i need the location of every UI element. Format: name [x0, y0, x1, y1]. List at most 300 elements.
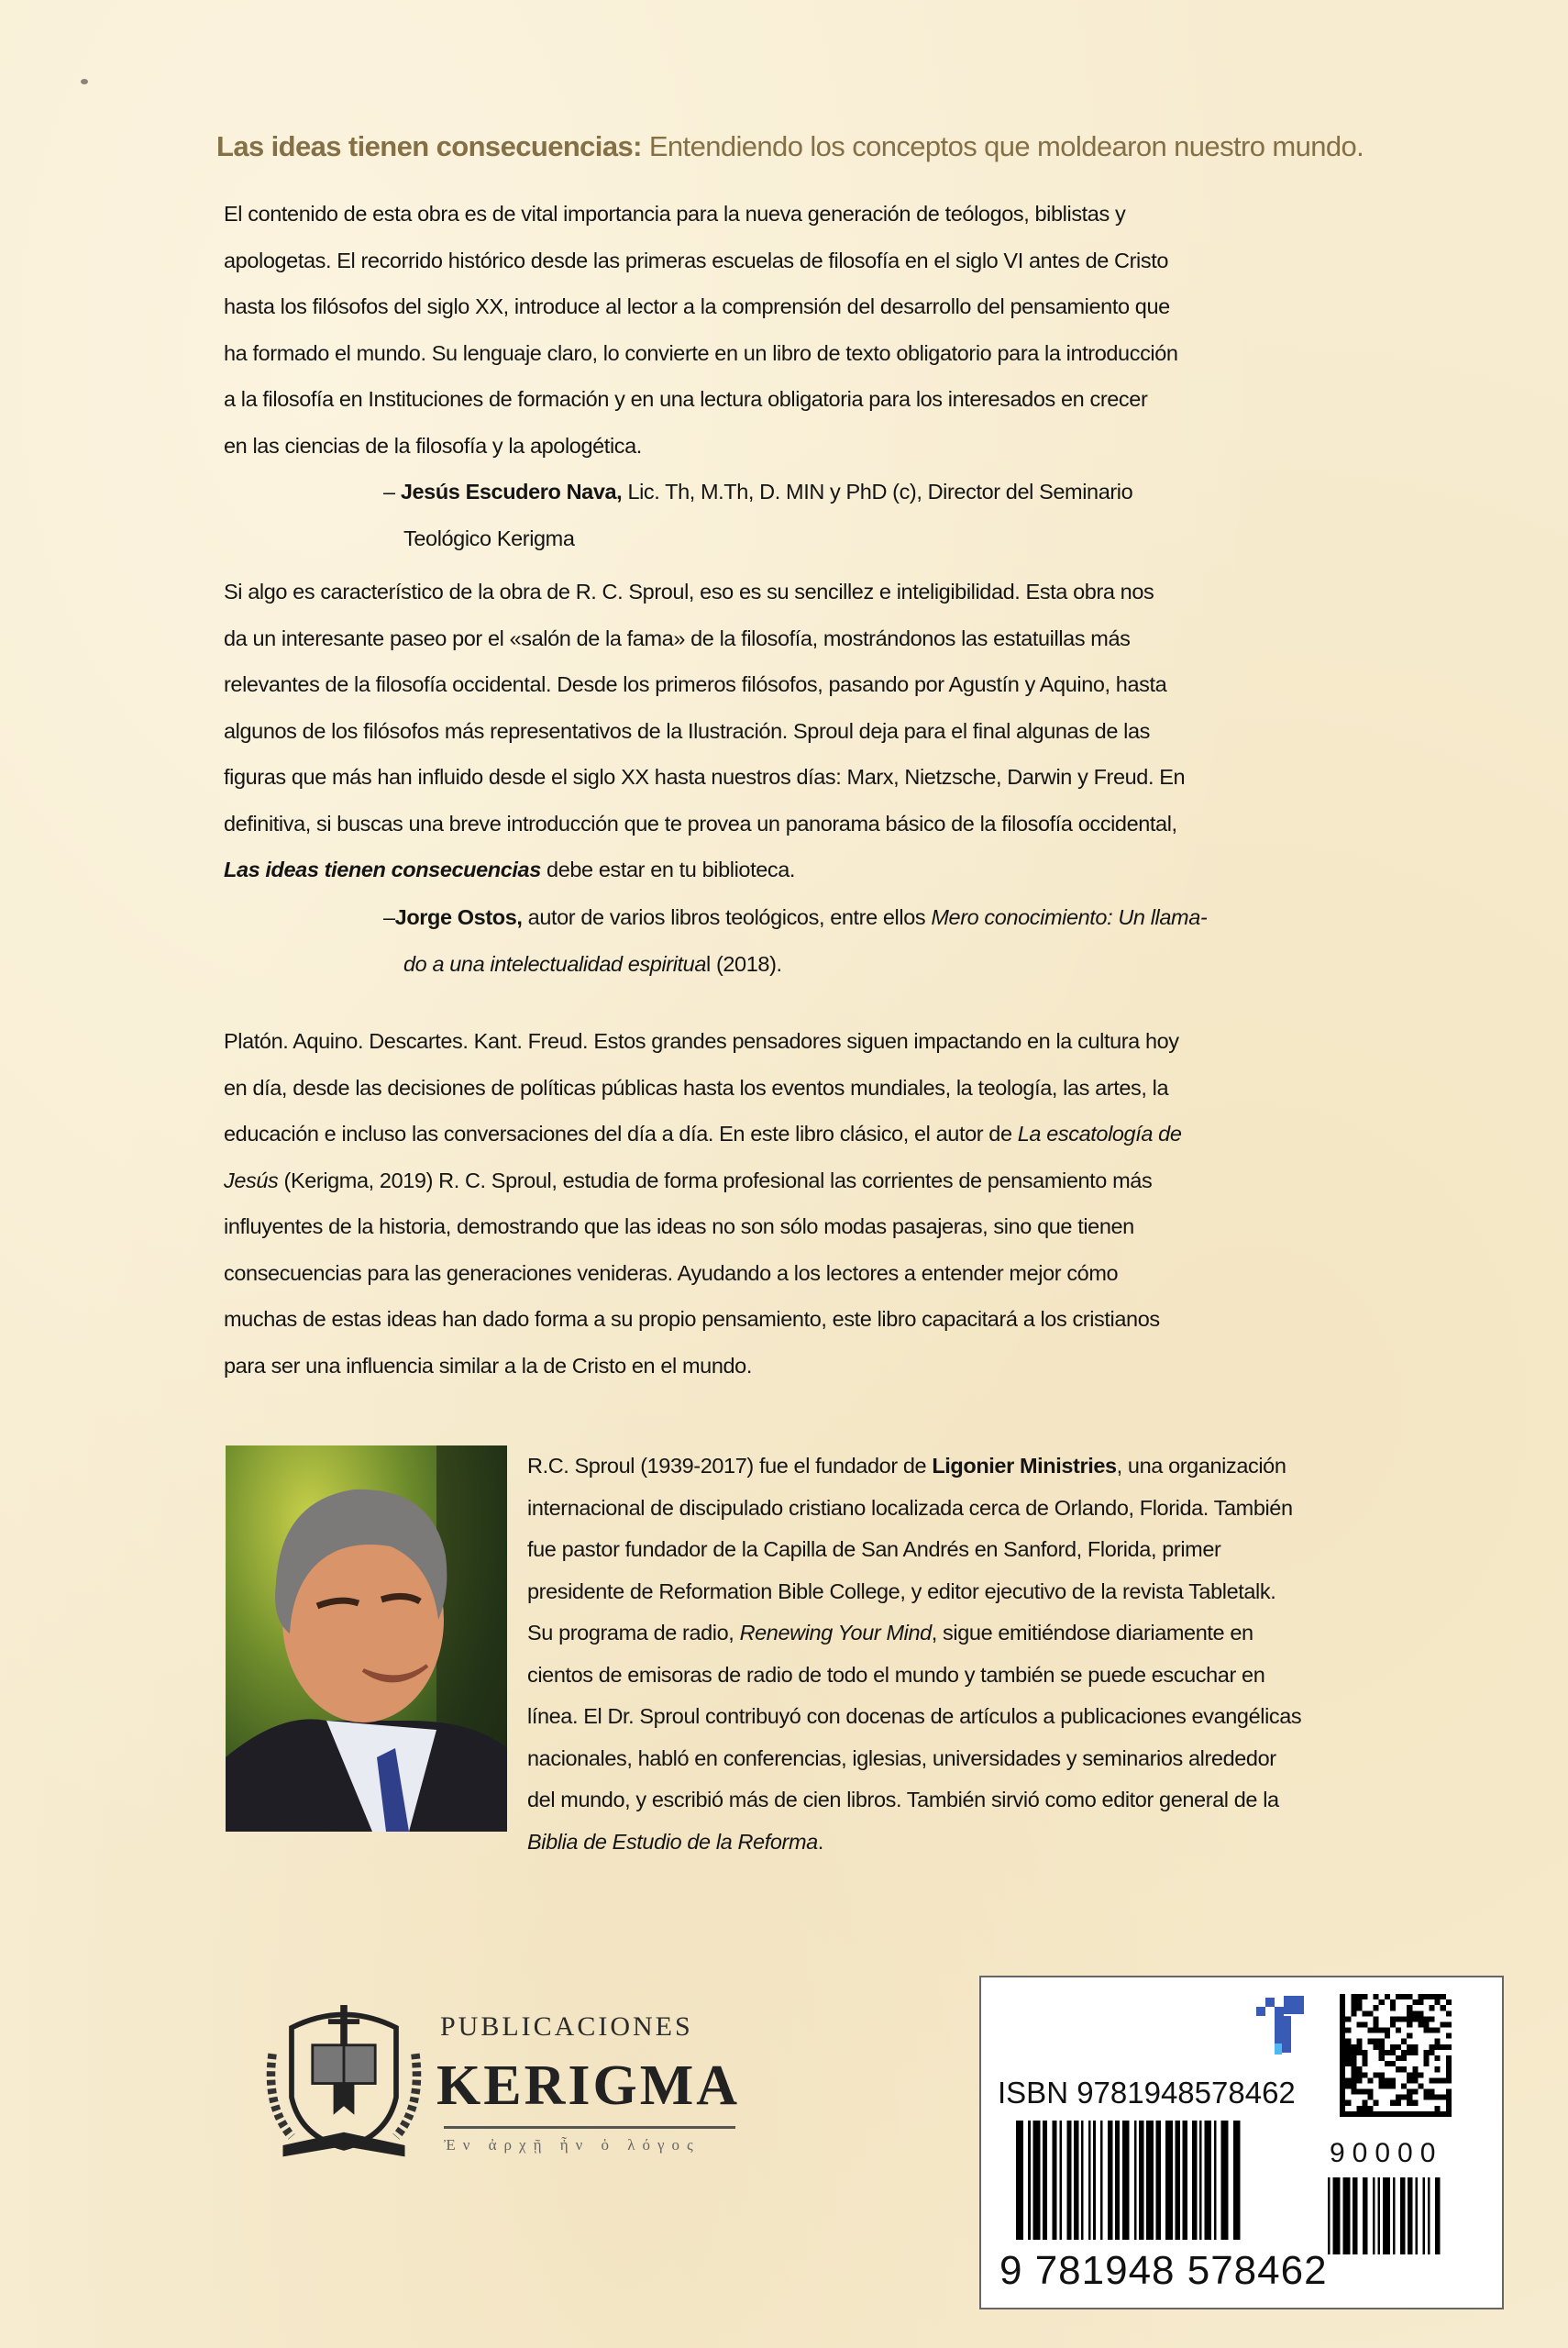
- datamatrix-module: [1340, 2055, 1345, 2061]
- datamatrix-module: [1385, 2111, 1390, 2117]
- datamatrix-module: [1446, 2111, 1452, 2117]
- datamatrix-module: [1390, 2044, 1396, 2050]
- datamatrix-module: [1362, 2106, 1367, 2111]
- datamatrix-module: [1412, 1999, 1418, 2005]
- barcode-bar: [1122, 2121, 1130, 2240]
- endorsement-line: algunos de los filósofos más representativos de la Ilustración. Sproul deja para el final algunas de las: [224, 718, 1150, 743]
- datamatrix-module: [1418, 2016, 1423, 2021]
- datamatrix-module: [1423, 2061, 1429, 2066]
- datamatrix-module: [1407, 2044, 1412, 2050]
- datamatrix-module: [1435, 1999, 1441, 2005]
- datamatrix-module: [1374, 2044, 1379, 2050]
- datamatrix-module: [1356, 2066, 1362, 2072]
- bio-line: presidente de Reformation Bible College, y editor ejecutivo de la revista Tabletalk.: [527, 1578, 1276, 1603]
- datamatrix-module: [1351, 2061, 1356, 2066]
- datamatrix-module: [1441, 2095, 1446, 2100]
- datamatrix-module: [1362, 2055, 1367, 2061]
- datamatrix-module: [1340, 1994, 1345, 1999]
- datamatrix-module: [1446, 2061, 1452, 2066]
- datamatrix-module: [1362, 1994, 1367, 1999]
- datamatrix-module: [1446, 2055, 1452, 2061]
- datamatrix-module: [1345, 2061, 1351, 2066]
- datamatrix-module: [1379, 2039, 1385, 2044]
- barcode-bar: [1342, 2177, 1350, 2254]
- bio-bible-title: Biblia de Estudio de la Reforma: [527, 1829, 818, 1854]
- description-line: para ser una influencia similar a la de Cristo en el mundo.: [224, 1353, 752, 1378]
- datamatrix-module: [1412, 2010, 1418, 2016]
- datamatrix-module: [1374, 2005, 1379, 2010]
- barcode-bar: [1422, 2177, 1425, 2254]
- endorsement-line: relevantes de la filosofía occidental. Desde los primeros filósofos, pasando por Agustín y Aquino, hasta: [224, 672, 1167, 696]
- datamatrix-module: [1430, 2028, 1435, 2033]
- datamatrix-module: [1412, 2044, 1418, 2050]
- datamatrix-module: [1390, 2016, 1396, 2021]
- datamatrix-module: [1396, 2095, 1401, 2100]
- datamatrix-module: [1441, 2044, 1446, 2050]
- book-title: Las ideas tienen consecuencias: [224, 858, 541, 881]
- datamatrix-module: [1351, 1999, 1356, 2005]
- description-text: (Kerigma, 2019) R. C. Sproul, estudia de forma profesional las corrientes de pensamiento más: [278, 1168, 1153, 1192]
- datamatrix-module: [1356, 2039, 1362, 2044]
- publisher-divider: [444, 2126, 735, 2129]
- datamatrix-module: [1401, 2083, 1407, 2088]
- datamatrix-module: [1390, 2077, 1396, 2083]
- datamatrix-module: [1401, 2016, 1407, 2021]
- barcode-bar: [1016, 2121, 1023, 2240]
- datamatrix-module: [1441, 2021, 1446, 2027]
- datamatrix-module: [1340, 2016, 1345, 2021]
- datamatrix-module: [1340, 2005, 1345, 2010]
- datamatrix-module: [1345, 2100, 1351, 2106]
- barcode-bar: [1081, 2121, 1084, 2240]
- datamatrix-module: [1340, 2039, 1345, 2044]
- datamatrix-module: [1412, 2066, 1418, 2072]
- datamatrix-module: [1412, 2100, 1418, 2106]
- datamatrix-module: [1345, 2039, 1351, 2044]
- datamatrix-module: [1446, 2033, 1452, 2039]
- datamatrix-module: [1446, 2044, 1452, 2050]
- datamatrix-code: [1339, 1994, 1452, 2117]
- barcode-bar: [1134, 2121, 1137, 2240]
- author-portrait-illustration: [226, 1445, 507, 1832]
- price-addon-number: 90000: [1330, 2138, 1443, 2168]
- barcode-bar: [1052, 2121, 1056, 2240]
- datamatrix-module: [1390, 1999, 1396, 2005]
- description-line: en día, desde las decisiones de políticas públicas hasta los eventos mundiales, la teología, las artes, la: [224, 1075, 1169, 1100]
- endorsement-line: a la filosofía en Instituciones de formación y en una lectura obligatoria para los interesados en crecer: [224, 387, 1148, 411]
- datamatrix-module: [1351, 1994, 1356, 1999]
- datamatrix-module: [1362, 2050, 1367, 2055]
- datamatrix-module: [1441, 1994, 1446, 1999]
- datamatrix-module: [1396, 2044, 1401, 2050]
- datamatrix-module: [1435, 2028, 1441, 2033]
- datamatrix-module: [1435, 2111, 1441, 2117]
- publisher-logo: [257, 1988, 770, 2172]
- datamatrix-module: [1351, 2083, 1356, 2088]
- endorsement-line: ha formado el mundo. Su lenguaje claro, lo convierte en un libro de texto obligatorio para la introducción: [224, 340, 1178, 365]
- endorsement-line: [224, 847, 1287, 893]
- datamatrix-module: [1412, 2089, 1418, 2095]
- datamatrix-module: [1379, 2077, 1385, 2083]
- bio-radio-program: Renewing Your Mind: [739, 1621, 932, 1645]
- datamatrix-module: [1396, 2066, 1401, 2072]
- bio-line: del mundo, y escribió más de cien libros. También sirvió como editor general de la: [527, 1788, 1279, 1811]
- isbn-digits: 9 781948 578462: [999, 2248, 1328, 2293]
- datamatrix-module: [1390, 2050, 1396, 2055]
- datamatrix-module: [1374, 2021, 1379, 2027]
- datamatrix-module: [1356, 2044, 1362, 2050]
- datamatrix-module: [1374, 2016, 1379, 2021]
- datamatrix-module: [1351, 2066, 1356, 2072]
- bio-line: internacional de discipulado cristiano localizada cerca de Orlando, Florida. También: [527, 1495, 1293, 1520]
- datamatrix-module: [1379, 2050, 1385, 2055]
- description-line: muchas de estas ideas han dado forma a su propio pensamiento, este libro capacitará a los cristianos: [224, 1307, 1160, 1331]
- datamatrix-module: [1407, 2111, 1412, 2117]
- barcode-bar: [1233, 2121, 1241, 2240]
- datamatrix-module: [1374, 2028, 1379, 2033]
- datamatrix-module: [1401, 2039, 1407, 2044]
- barcode-bar: [1066, 2121, 1071, 2240]
- datamatrix-module: [1401, 2055, 1407, 2061]
- datamatrix-module: [1368, 2028, 1374, 2033]
- datamatrix-module: [1385, 2077, 1390, 2083]
- datamatrix-module: [1423, 2089, 1429, 2095]
- datamatrix-module: [1351, 2077, 1356, 2083]
- datamatrix-module: [1351, 2089, 1356, 2095]
- datamatrix-module: [1407, 2016, 1412, 2021]
- datamatrix-module: [1430, 2044, 1435, 2050]
- datamatrix-module: [1356, 2072, 1362, 2077]
- description-line: influyentes de la historia, demostrando que las ideas no son sólo modas pasajeras, sino que tienen: [224, 1214, 1134, 1238]
- barcode-bar: [1363, 2177, 1367, 2254]
- datamatrix-module: [1340, 2095, 1345, 2100]
- datamatrix-module: [1385, 2050, 1390, 2055]
- barcode-bar: [1393, 2177, 1396, 2254]
- datamatrix-module: [1390, 2005, 1396, 2010]
- price-addon-barcode: [1328, 2177, 1445, 2254]
- datamatrix-module: [1379, 2055, 1385, 2061]
- datamatrix-module: [1385, 2033, 1390, 2039]
- barcode-bar: [1428, 2177, 1430, 2254]
- datamatrix-module: [1340, 2044, 1345, 2050]
- datamatrix-module: [1340, 2083, 1345, 2088]
- datamatrix-module: [1356, 2021, 1362, 2027]
- datamatrix-module: [1423, 2021, 1429, 2027]
- datamatrix-module: [1418, 1999, 1423, 2005]
- datamatrix-module: [1379, 2111, 1385, 2117]
- barcode-bar: [1408, 2177, 1412, 2254]
- datamatrix-module: [1390, 2021, 1396, 2027]
- datamatrix-module: [1435, 2106, 1441, 2111]
- datamatrix-module: [1368, 2106, 1374, 2111]
- datamatrix-module: [1396, 2100, 1401, 2106]
- datamatrix-module: [1396, 2028, 1401, 2033]
- barcode-bar: [1400, 2177, 1405, 2254]
- endorsement-line: definitiva, si buscas una breve introducción que te provea un panorama básico de la filosofía occidental,: [224, 811, 1177, 836]
- datamatrix-module: [1345, 2077, 1351, 2083]
- datamatrix-module: [1356, 2106, 1362, 2111]
- datamatrix-module: [1340, 2050, 1345, 2055]
- datamatrix-module: [1423, 2050, 1429, 2055]
- bio-line: nacionales, habló en conferencias, iglesias, universidades y seminarios alrededor: [527, 1745, 1276, 1770]
- datamatrix-module: [1435, 2044, 1441, 2050]
- bio-line: fue pastor fundador de la Capilla de San Andrés en Sanford, Florida, primer: [527, 1537, 1221, 1561]
- datamatrix-module: [1423, 1994, 1429, 1999]
- datamatrix-module: [1418, 2111, 1423, 2117]
- datamatrix-module: [1390, 2083, 1396, 2088]
- datamatrix-module: [1396, 2111, 1401, 2117]
- datamatrix-module: [1340, 2077, 1345, 2083]
- barcode-bar: [1028, 2121, 1031, 2240]
- description-line: consecuencias para las generaciones venideras. Ayudando a los lectores a entender mejor cómo: [224, 1260, 1119, 1285]
- publisher-line1: PUBLICACIONES: [440, 2011, 693, 2042]
- datamatrix-module: [1345, 2111, 1351, 2117]
- description-book-title: Jesús: [224, 1168, 279, 1192]
- datamatrix-module: [1356, 2089, 1362, 2095]
- datamatrix-module: [1430, 2095, 1435, 2100]
- datamatrix-module: [1423, 2095, 1429, 2100]
- attribution-credentials: Lic. Th, M.Th, D. MIN y PhD (c), Director del Seminario: [622, 480, 1133, 504]
- datamatrix-module: [1379, 2044, 1385, 2050]
- datamatrix-module: [1362, 2061, 1367, 2066]
- datamatrix-module: [1401, 2111, 1407, 2117]
- datamatrix-module: [1407, 2072, 1412, 2077]
- datamatrix-module: [1345, 2055, 1351, 2061]
- datamatrix-module: [1401, 2066, 1407, 2072]
- endorsement-line: figuras que más han influido desde el siglo XX hasta nuestros días: Marx, Nietzsche, Darwin y Freud. En: [224, 765, 1186, 789]
- datamatrix-module: [1362, 2010, 1367, 2016]
- datamatrix-module: [1390, 2100, 1396, 2106]
- datamatrix-module: [1385, 1994, 1390, 1999]
- datamatrix-module: [1412, 2111, 1418, 2117]
- datamatrix-module: [1423, 2055, 1429, 2061]
- datamatrix-module: [1446, 2089, 1452, 2095]
- author-bio: [527, 1445, 1453, 1863]
- barcode-bar: [1221, 2121, 1229, 2240]
- datamatrix-module: [1345, 2083, 1351, 2088]
- datamatrix-module: [1423, 2111, 1429, 2117]
- barcode-bar: [1199, 2121, 1202, 2240]
- datamatrix-module: [1340, 2106, 1345, 2111]
- barcode-bar: [1377, 2177, 1380, 2254]
- datamatrix-module: [1412, 2077, 1418, 2083]
- datamatrix-module: [1446, 2095, 1452, 2100]
- datamatrix-module: [1379, 2083, 1385, 2088]
- datamatrix-module: [1407, 2033, 1412, 2039]
- attribution-dash: –: [383, 905, 395, 929]
- barcode-bar: [1043, 2121, 1047, 2240]
- datamatrix-module: [1340, 2028, 1345, 2033]
- datamatrix-module: [1396, 1994, 1401, 1999]
- datamatrix-module: [1340, 2061, 1345, 2066]
- datamatrix-module: [1368, 2089, 1374, 2095]
- datamatrix-module: [1430, 2089, 1435, 2095]
- description-line: [224, 1111, 1287, 1157]
- barcode-bar: [1183, 2121, 1187, 2240]
- datamatrix-module: [1435, 1994, 1441, 1999]
- bio-text: , sigue emitiéndose diariamente en: [931, 1621, 1253, 1645]
- datamatrix-module: [1345, 2028, 1351, 2033]
- datamatrix-module: [1407, 2021, 1412, 2027]
- endorsement-line: apologetas. El recorrido histórico desde las primeras escuelas de filosofía en el siglo VI antes de Cristo: [224, 248, 1169, 272]
- ean13-barcode: [1016, 2121, 1245, 2240]
- datamatrix-module: [1390, 2061, 1396, 2066]
- datamatrix-module: [1340, 2010, 1345, 2016]
- datamatrix-module: [1418, 2021, 1423, 2027]
- attribution-ostos: [383, 894, 1287, 987]
- datamatrix-module: [1446, 2077, 1452, 2083]
- barcode-bar: [1383, 2177, 1390, 2254]
- barcode-bar: [1088, 2121, 1091, 2240]
- barcode-bar: [1074, 2121, 1078, 2240]
- datamatrix-module: [1430, 2111, 1435, 2117]
- datamatrix-module: [1340, 2033, 1345, 2039]
- datamatrix-module: [1385, 2083, 1390, 2088]
- description-book-title: La escatología de: [1017, 1122, 1182, 1146]
- datamatrix-module: [1441, 2005, 1446, 2010]
- publisher-name: KERIGMA: [436, 2054, 740, 2117]
- barcode-bar: [1204, 2121, 1211, 2240]
- datamatrix-module: [1379, 1999, 1385, 2005]
- barcode-bar: [1059, 2121, 1062, 2240]
- datamatrix-module: [1374, 2039, 1379, 2044]
- datamatrix-module: [1385, 2028, 1390, 2033]
- datamatrix-module: [1435, 2095, 1441, 2100]
- datamatrix-module: [1401, 2050, 1407, 2055]
- barcode-bar: [1100, 2121, 1103, 2240]
- barcode-bar: [1332, 2177, 1340, 2254]
- description-line: [224, 1157, 1287, 1204]
- datamatrix-module: [1351, 2044, 1356, 2050]
- datamatrix-module: [1446, 2072, 1452, 2077]
- paper-speck: [81, 79, 88, 84]
- tagline: [216, 121, 1364, 172]
- datamatrix-module: [1340, 2021, 1345, 2027]
- datamatrix-module: [1340, 2066, 1345, 2072]
- endorsement-line: El contenido de esta obra es de vital importancia para la nueva generación de teólogos, biblistas y: [224, 202, 1126, 226]
- isbn-barcode-box: [979, 1976, 1504, 2309]
- datamatrix-module: [1407, 2010, 1412, 2016]
- datamatrix-module: [1356, 1999, 1362, 2005]
- bio-line: línea. El Dr. Sproul contribuyó con docenas de artículos a publicaciones evangélicas: [527, 1704, 1302, 1728]
- barcode-bar: [1176, 2121, 1180, 2240]
- description-text: educación e incluso las conversaciones del día a día. En este libro clásico, el autor de: [224, 1122, 1018, 1146]
- kerigma-crest-icon: [257, 1988, 431, 2163]
- datamatrix-module: [1379, 2072, 1385, 2077]
- isbn-label: ISBN 9781948578462: [998, 2076, 1296, 2110]
- endorsement-ostos: [224, 569, 1287, 893]
- datamatrix-module: [1430, 2016, 1435, 2021]
- datamatrix-module: [1368, 2095, 1374, 2100]
- barcode-bar: [1328, 2177, 1331, 2254]
- datamatrix-module: [1362, 2021, 1367, 2027]
- datamatrix-module: [1340, 2100, 1345, 2106]
- datamatrix-module: [1446, 2106, 1452, 2111]
- datamatrix-module: [1351, 2072, 1356, 2077]
- barcode-bar: [1146, 2121, 1154, 2240]
- datamatrix-module: [1356, 2050, 1362, 2055]
- barcode-bar: [1115, 2121, 1120, 2240]
- datamatrix-module: [1385, 2061, 1390, 2066]
- endorsement-text: debe estar en tu biblioteca.: [540, 858, 796, 881]
- attribution-dash: –: [383, 480, 401, 504]
- datamatrix-module: [1351, 2111, 1356, 2117]
- datamatrix-module: [1379, 2028, 1385, 2033]
- datamatrix-module: [1356, 2077, 1362, 2083]
- attribution-year: l (2018).: [706, 951, 782, 976]
- barcode-bar: [1165, 2121, 1173, 2240]
- datamatrix-module: [1430, 2005, 1435, 2010]
- datamatrix-module: [1374, 2072, 1379, 2077]
- datamatrix-module: [1407, 1994, 1412, 1999]
- tagline-title: Las ideas tienen consecuencias:: [216, 130, 642, 162]
- datamatrix-module: [1351, 2005, 1356, 2010]
- barcode-bar: [1139, 2121, 1143, 2240]
- datamatrix-module: [1356, 2005, 1362, 2010]
- datamatrix-module: [1446, 1999, 1452, 2005]
- datamatrix-module: [1446, 2021, 1452, 2027]
- datamatrix-module: [1374, 2111, 1379, 2117]
- book-description: [224, 1018, 1287, 1389]
- attribution-credentials-2: Teológico Kerigma: [403, 526, 575, 550]
- datamatrix-module: [1368, 2111, 1374, 2117]
- attribution-book-2: do a una intelectualidad espiritua: [403, 951, 707, 976]
- datamatrix-module: [1345, 2016, 1351, 2021]
- datamatrix-module: [1430, 2077, 1435, 2083]
- datamatrix-module: [1396, 2016, 1401, 2021]
- bio-organization: Ligonier Ministries: [932, 1454, 1117, 1478]
- datamatrix-module: [1374, 2100, 1379, 2106]
- distributor-logo-icon: [1256, 1996, 1306, 2056]
- datamatrix-module: [1435, 2066, 1441, 2072]
- datamatrix-module: [1407, 2005, 1412, 2010]
- datamatrix-module: [1390, 2111, 1396, 2117]
- barcode-bar: [1373, 2177, 1375, 2254]
- datamatrix-module: [1441, 2077, 1446, 2083]
- datamatrix-module: [1401, 1994, 1407, 1999]
- datamatrix-module: [1423, 2016, 1429, 2021]
- bio-text: .: [817, 1829, 823, 1854]
- datamatrix-module: [1351, 2050, 1356, 2055]
- endorsement-escudero: [224, 191, 1287, 469]
- publisher-motto: Ἐν ἀρχῇ ἦν ὁ λόγος: [444, 2136, 701, 2154]
- attribution-author: Jesús Escudero Nava,: [400, 480, 623, 504]
- datamatrix-module: [1446, 2066, 1452, 2072]
- datamatrix-module: [1374, 1994, 1379, 1999]
- barcode-bar: [1093, 2121, 1096, 2240]
- datamatrix-module: [1441, 2111, 1446, 2117]
- datamatrix-module: [1446, 2010, 1452, 2016]
- endorsement-line: da un interesante paseo por el «salón de la fama» de la filosofía, mostrándonos las estatuillas más: [224, 626, 1131, 650]
- barcode-bar: [1192, 2121, 1197, 2240]
- author-photo: [226, 1445, 507, 1832]
- datamatrix-module: [1407, 2050, 1412, 2055]
- tagline-subtitle: Entendiendo los conceptos que moldearon nuestro mundo.: [641, 130, 1364, 162]
- bio-text: R.C. Sproul (1939-2017) fue el fundador de: [527, 1454, 933, 1478]
- datamatrix-module: [1362, 2089, 1367, 2095]
- barcode-bar: [1353, 2177, 1357, 2254]
- bio-text: Su programa de radio,: [527, 1621, 740, 1645]
- bio-text: , una organización: [1116, 1454, 1286, 1478]
- datamatrix-module: [1418, 2083, 1423, 2088]
- attribution-author: Jorge Ostos,: [394, 905, 523, 929]
- datamatrix-module: [1407, 2100, 1412, 2106]
- datamatrix-module: [1435, 2055, 1441, 2061]
- datamatrix-module: [1362, 2072, 1367, 2077]
- barcode-bar: [1415, 2177, 1418, 2254]
- datamatrix-module: [1430, 2050, 1435, 2055]
- attribution-text: autor de varios libros teológicos, entre ellos: [522, 905, 932, 929]
